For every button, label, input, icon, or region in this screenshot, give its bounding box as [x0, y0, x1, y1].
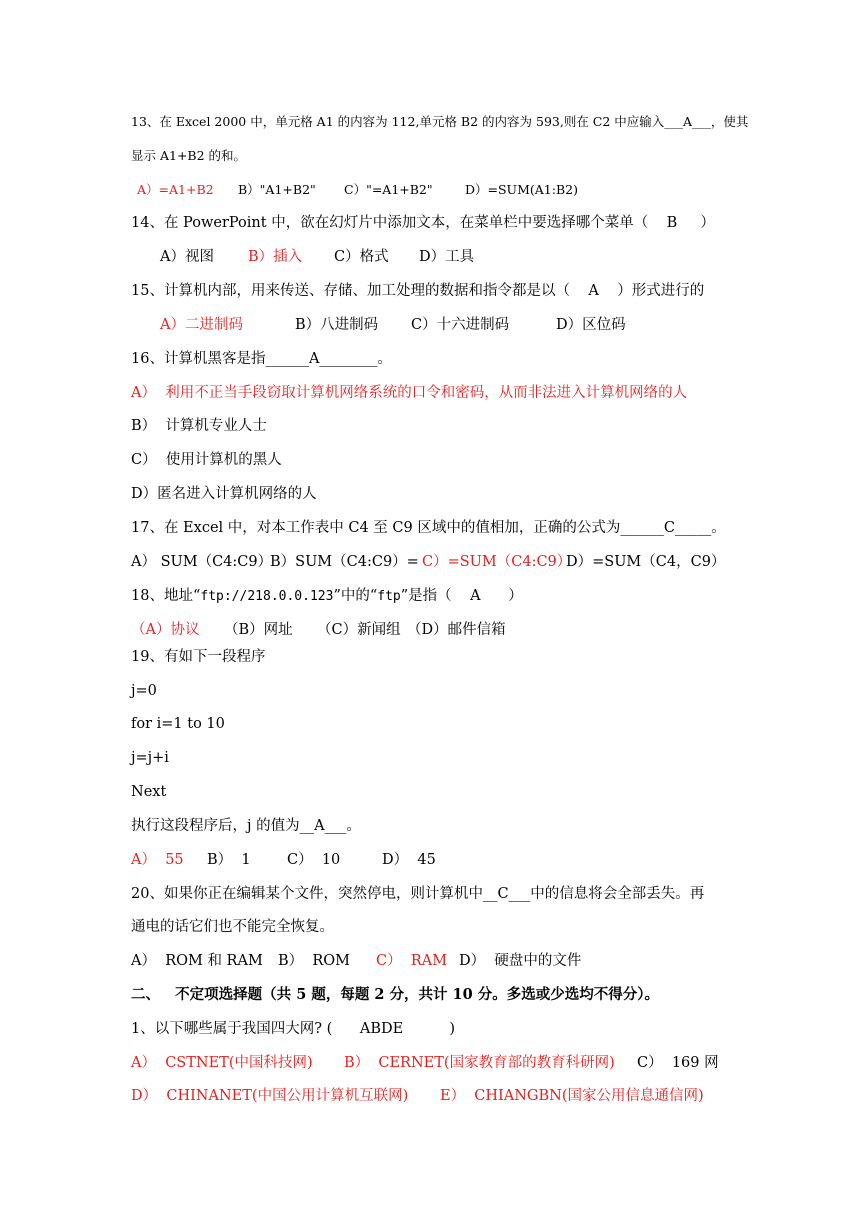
s2-q1-option-d: D） CHINANET(中国公用计算机互联网): [131, 1088, 409, 1104]
q18-text-middle: ”中的“: [333, 588, 378, 604]
q18-option-d: （D）邮件信箱: [407, 622, 506, 638]
q17-option-a: A） SUM（C4:C9）: [131, 554, 273, 570]
q16-question: 16、计算机黑客是指______A________。: [131, 351, 392, 367]
q20-line1: 20、如果你正在编辑某个文件，突然停电，则计算机中__C___中的信息将会全部丢失。再: [131, 886, 705, 902]
q17-option-c: C）=SUM（C4:C9）: [422, 554, 572, 570]
q17-option-b: B）SUM（C4:C9）=: [270, 554, 419, 570]
q14-option-b: B）插入: [248, 249, 303, 265]
q15-option-d: D）区位码: [556, 317, 626, 333]
q19-option-b: B） 1: [207, 852, 251, 868]
q20-option-c: C） RAM: [376, 953, 448, 969]
q20-option-a: A） ROM 和 RAM: [131, 953, 263, 969]
s2-q1-option-b: B） CERNET(国家教育部的教育科研网): [344, 1055, 615, 1071]
q16-option-a: A） 利用不正当手段窃取计算机网络系统的口令和密码，从而非法进入计算机网络的人: [131, 385, 688, 401]
q15-question: 15、计算机内部，用来传送、存储、加工处理的数据和指令都是以（ A ）形式进行的: [131, 283, 705, 299]
s2-q1-question: 1、以下哪些属于我国四大网? ( ABDE ): [131, 1021, 456, 1037]
s2-q1-option-c: C） 169 网: [637, 1055, 719, 1071]
q18-address: ftp://218.0.0.123: [200, 589, 334, 604]
code-line: for i=1 to 10: [131, 716, 225, 732]
s2-q1-option-a: A） CSTNET(中国科技网): [131, 1055, 313, 1071]
q19-question: 19、有如下一段程序: [131, 649, 266, 665]
q16-option-d: D）匿名进入计算机网络的人: [131, 486, 317, 502]
q18-text-suffix: ”是指（ A ）: [400, 588, 523, 604]
q14-option-c: C）格式: [334, 249, 389, 265]
q15-option-a: A）二进制码: [160, 317, 243, 333]
q15-option-b: B）八进制码: [295, 317, 379, 333]
q19-option-c: C） 10: [287, 852, 341, 868]
q17-option-d: D）=SUM（C4，C9）: [566, 554, 726, 570]
q18-question: [131, 586, 523, 607]
q18-option-c: （C）新闻组: [317, 622, 401, 638]
code-line: Next: [131, 784, 167, 800]
q14-option-d: D）工具: [419, 249, 475, 265]
q16-option-c: C） 使用计算机的黑人: [131, 452, 282, 468]
q17-question: 17、在 Excel 中，对本工作表中 C4 至 C9 区域中的值相加，正确的公式为______C_____。: [131, 520, 726, 536]
q18-text-prefix: 18、地址“: [131, 588, 201, 604]
q14-question: 14、在 PowerPoint 中，欲在幻灯片中添加文本，在菜单栏中要选择哪个菜单（ B ）: [131, 215, 715, 231]
q19-option-d: D） 45: [382, 852, 436, 868]
q13-line1: 13、在 Excel 2000 中，单元格 A1 的内容为 112,单元格 B2 的内容为 593,则在 C2 中应输入___A___，使其: [131, 114, 749, 129]
section-heading: 二、 不定项选择题（共 5 题，每题 2 分，共计 10 分。多选或少选均不得分）。: [131, 986, 660, 1003]
q15-option-c: C）十六进制码: [411, 317, 510, 333]
q13-option-c: C）"=A1+B2": [344, 182, 433, 197]
q19-result: 执行这段程序后，j 的值为__A___。: [131, 818, 361, 834]
q18-option-a: （A）协议: [131, 622, 200, 638]
q13-option-a: A）=A1+B2: [137, 182, 214, 197]
q18-option-b: （B）网址: [224, 622, 293, 638]
code-line: j=0: [131, 683, 157, 699]
q20-option-d: D） 硬盘中的文件: [459, 953, 582, 969]
q16-option-b: B） 计算机专业人士: [131, 418, 267, 434]
q18-protocol: ftp: [377, 589, 401, 604]
q20-line2: 通电的话它们也不能完全恢复。: [131, 919, 334, 935]
q20-option-b: B） ROM: [278, 953, 351, 969]
q14-option-a: A）视图: [160, 249, 214, 265]
q13-line2: 显示 A1+B2 的和。: [131, 148, 247, 163]
q19-option-a: A） 55: [131, 852, 184, 868]
q13-option-b: B）"A1+B2": [238, 182, 316, 197]
s2-q1-option-e: E） CHIANGBN(国家公用信息通信网): [440, 1088, 704, 1104]
code-line: j=j+i: [131, 750, 169, 766]
q13-option-d: D）=SUM(A1:B2): [465, 182, 578, 197]
